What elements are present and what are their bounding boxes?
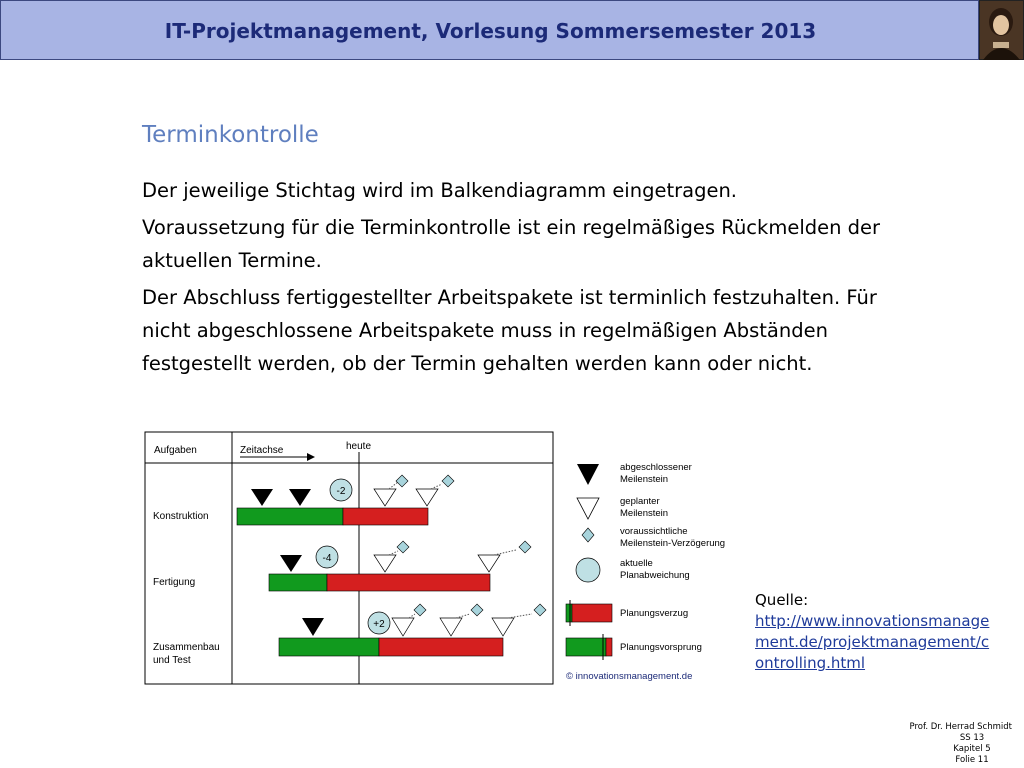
legend-delay-label: Planungsverzug [620, 608, 689, 619]
legend-delay-bar-remaining [572, 604, 612, 622]
footer [892, 722, 1012, 766]
footer-semester: SS 13 [959, 733, 985, 743]
legend-advance-label: Planungsvorsprung [620, 642, 702, 653]
source-label: Quelle: [755, 591, 809, 609]
bar-remaining [327, 574, 490, 591]
bar-done [237, 508, 343, 525]
source-link[interactable]: http://www.innovationsmanagement.de/projektmanagement/controlling.html [755, 612, 990, 672]
row-label-konstruktion: Konstruktion [153, 511, 209, 522]
bar-remaining [379, 638, 503, 656]
paragraph: Voraussetzung für die Terminkontrolle ist ein regelmäßiges Rückmelden der aktuellen Termine. [142, 216, 881, 272]
legend-current-deviation-label: Planabweichung [620, 570, 690, 581]
footer-slide-number: Folie 11 [955, 755, 989, 765]
legend-expected-delay-label: voraussichtliche [620, 526, 688, 537]
bar-done [269, 574, 327, 591]
legend-planned-icon [577, 498, 599, 519]
row-label-zusammenbau: Zusammenbau [153, 642, 220, 653]
legend-completed-label: abgeschlossener [620, 462, 692, 473]
paragraph: Der jeweilige Stichtag wird im Balkendiagramm eingetragen. [142, 179, 738, 202]
portrait-image [979, 0, 1024, 60]
legend-completed-icon [577, 464, 599, 485]
legend-current-deviation-label: aktuelle [620, 558, 653, 569]
header-title: IT-Projektmanagement, Vorlesung Sommersemester 2013 [164, 19, 817, 43]
bar-done [279, 638, 379, 656]
legend-delay-bar-done [566, 604, 572, 622]
source-block [755, 590, 995, 674]
row-label-und-test: und Test [153, 655, 191, 666]
copyright-label: © innovationsmanagement.de [566, 671, 693, 682]
legend-expected-delay-icon [582, 528, 594, 542]
legend-advance-bar-done [566, 638, 606, 656]
footer-chapter: Kapitel 5 [953, 744, 991, 754]
paragraph: Der Abschluss fertiggestellter Arbeitspakete ist terminlich festzuhalten. Für nicht abgeschlossene Arbeitspakete muss in regelmäßigen Abständen festgestellt werden, ob der Termin gehalten werden kann oder nicht. [142, 286, 877, 375]
legend-current-deviation-icon [576, 558, 600, 582]
deviation-label: -2 [336, 486, 346, 497]
column-header-time: Zeitachse [240, 445, 284, 456]
body-text [142, 174, 882, 384]
row-label-fertigung: Fertigung [153, 577, 196, 588]
column-header-tasks: Aufgaben [154, 445, 197, 456]
today-label: heute [346, 441, 372, 452]
legend-planned-label: Meilenstein [620, 508, 669, 519]
legend-planned-label: geplanter [620, 496, 660, 507]
deviation-label: -4 [322, 553, 332, 564]
legend-expected-delay-label: Meilenstein-Verzögerung [620, 538, 726, 549]
deviation-label: +2 [373, 619, 385, 630]
bar-remaining [343, 508, 428, 525]
legend-completed-label: Meilenstein [620, 474, 669, 485]
slide-title: Terminkontrolle [142, 122, 319, 148]
header-bar [0, 0, 979, 60]
gantt-diagram [144, 430, 744, 694]
legend-advance-bar-remaining [606, 638, 612, 656]
footer-author: Prof. Dr. Herrad Schmidt [909, 722, 1012, 732]
